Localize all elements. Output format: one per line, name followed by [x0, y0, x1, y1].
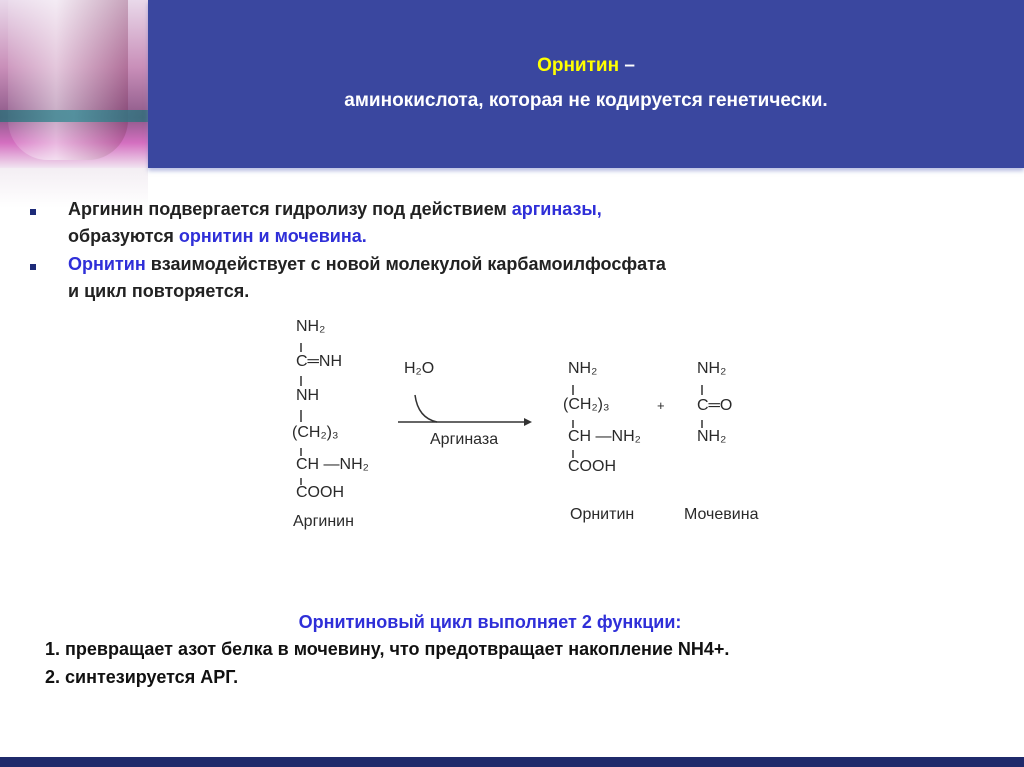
arg-cooh: COOH — [296, 484, 344, 501]
arginine-label: Аргинин — [293, 513, 354, 530]
highlight-ornithine: Орнитин — [68, 254, 146, 274]
orn-cooh: COOH — [568, 458, 616, 475]
water-label: H₂O — [404, 360, 435, 377]
urea-nh2-top: NH₂ — [697, 360, 727, 377]
urea-label: Мочевина — [684, 506, 759, 523]
arg-ch: CH —NH₂ — [296, 456, 369, 473]
text: Аргинин подвергается гидролизу под действием — [68, 199, 512, 219]
bullet-2-line-2: и цикл повторяется. — [68, 281, 250, 301]
function-item: 1. превращает азот белка в мочевину, что предотвращает накопление NH4+. — [45, 639, 730, 659]
urea-c-o: C═O — [697, 397, 733, 414]
arg-nh: NH — [296, 387, 320, 404]
text: взаимодействует с новой молекулой карбамоилфосфата — [145, 254, 666, 274]
title-term: Орнитин — [537, 55, 620, 76]
enzyme-label: Аргиназа — [430, 431, 499, 448]
orn-ch: CH —NH₂ — [568, 428, 641, 445]
footer-band — [0, 757, 1024, 767]
arrow-head — [524, 418, 532, 426]
highlight-products: орнитин и мочевина. — [178, 226, 367, 246]
plus-sign: + — [657, 398, 665, 413]
arg-c-nh: C═NH — [296, 353, 342, 370]
orn-nh2: NH₂ — [568, 360, 598, 377]
highlight-arginase: аргиназы, — [511, 199, 602, 219]
arg-nh2: NH₂ — [296, 318, 326, 335]
functions-heading: Орнитиновый цикл выполняет 2 функции: — [298, 612, 682, 632]
ornithine-label: Орнитин — [570, 506, 635, 523]
urea-nh2-bottom: NH₂ — [697, 428, 727, 445]
orn-ch2: (CH₂)₃ — [563, 396, 610, 413]
arg-ch2: (CH₂)₃ — [292, 424, 339, 441]
text: образуются — [68, 226, 179, 246]
title-dash: – — [619, 55, 635, 76]
function-item: 2. синтезируется АРГ. — [45, 667, 239, 687]
slide-subtitle: аминокислота, которая не кодируется генетически. — [344, 90, 828, 111]
